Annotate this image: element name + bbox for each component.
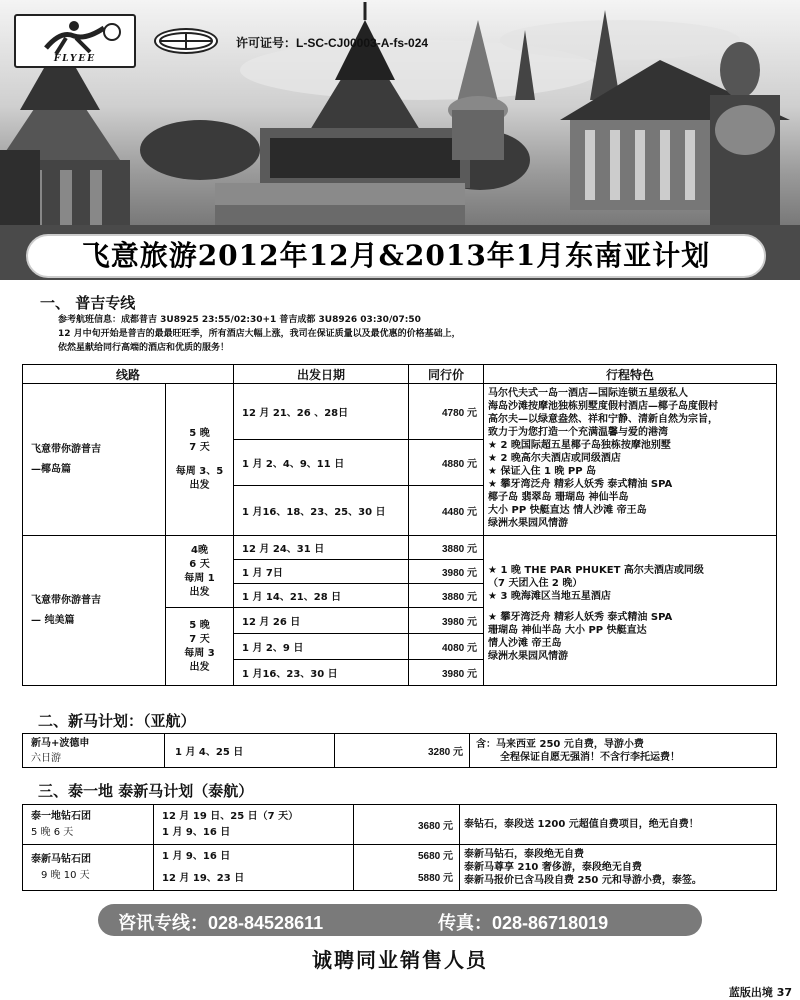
duration-cell: 4晚 6 天 每周 1 出发 [166,536,234,608]
column-header-route: 线路 [23,365,234,384]
departure-dates: 12 月 19 日、25 日（7 天） 1 月 9、16 日 [154,805,354,845]
hero-banner [0,0,800,280]
hotline: 咨讯专线：028-84528611 [118,913,324,933]
page-title: 飞意旅游2012年12月&2013年1月东南亚计划 [26,234,766,278]
price: 3980 元 [409,560,484,584]
route-thai-diamond: 泰一地钻石团 5 晚 6 天 [23,805,154,845]
table-row [23,536,777,560]
fax: 传真：028-86718019 [438,913,609,933]
departure-dates: 1 月 2、9 日 [234,634,409,660]
column-header-features: 行程特色 [484,365,777,384]
thai-sg-my-notes: 泰新马钻石，泰段绝无自费 泰新马尊享 210 奢侈游，泰段绝无自费 泰新马报价已含马段自费 250 元和导游小费，泰签。 [460,845,777,891]
section-2-notes: 含：马来西亚 250 元自费，导游小费 全程保证自愿无强消！不含行李托运费！ [470,734,777,768]
table-header-row [23,365,777,384]
route-coconut-island: 飞意带你游普吉 —椰岛篇 [23,384,166,536]
table-row [23,845,777,891]
company-logo [14,14,136,68]
section-1-title: 一、 普吉专线 [40,294,136,312]
flight-info: 参考航班信息：成都普吉 3U8925 23:55/02:30+1 普吉成都 3U8926 03:30/07:50 [58,315,421,325]
logo-text: FLYEE [53,54,97,64]
section-3-title: 三、泰一地 泰新马计划（泰航） [38,782,254,800]
features-coconut-island: 马尔代夫式一岛一酒店—国际连锁五星级私人 海岛沙滩按摩池独栋别墅度假村酒店—椰子岛度假村 高尔夫—以绿意盎然、祥和宁静、清新自然为宗旨， 致力于为您打造一个充满温馨与爱的港湾 ★ 2 晚国际超五星椰子岛独栋按摩池别墅 ★ 2 晚高尔夫酒店或同级酒店 ★ 保证入住 1 晚 PP 岛 ★ 攀牙湾泛舟 精彩人妖秀 泰式精油 SPA 椰子岛 翡翠岛 珊瑚岛 神仙半岛 大小 PP 快艇直达 情人沙滩 帝王岛 绿洲水果园风情游 [484,384,777,536]
duration-cell: 5 晚 7 天 每周 3、5 出发 [166,384,234,536]
price: 4480 元 [409,486,484,536]
departure-dates: 1 月 7日 [234,560,409,584]
departure-dates: 12 月 24、31 日 [234,536,409,560]
departure-dates: 1 月 2、4、9、11 日 [234,440,409,486]
thai-diamond-notes: 泰钻石，泰段送 1200 元超值自费项目，绝无自费！ [460,805,777,845]
price: 3880 元 [409,536,484,560]
price: 3880 元 [409,584,484,608]
departure-dates: 1 月 14、21、28 日 [234,584,409,608]
departure-dates: 1 月 4、25 日 [165,734,335,768]
section-1-desc-line-1: 12 月中旬开始是普吉的最最旺旺季，所有酒店大幅上涨，我司在保证质量以及最优惠的价格基础上， [58,329,461,339]
recruitment-notice: 诚聘同业销售人员 [312,948,488,972]
singapore-malaysia-table [22,733,777,768]
column-header-price: 同行价 [409,365,484,384]
table-row [23,734,777,768]
phuket-price-table [22,364,777,686]
license-number: 许可证号：L-SC-CJ00003-A-fs-024 [236,36,429,50]
running-figure-logo-icon [16,18,134,58]
table-row [23,805,777,845]
contact-bar [98,904,702,936]
section-2-title: 二、新马计划：（亚航） [38,712,196,730]
page-footer-tag: 蓝版出境 37 [728,986,792,999]
features-pure-beauty: ★ 1 晚 THE PAR PHUKET 高尔夫酒店或同级 （7 天团入住 2 晚） ★ 3 晚海滩区当地五星酒店 ★ 攀牙湾泛舟 精彩人妖秀 泰式精油 SPA 珊瑚岛 神仙半岛 大小 PP 快艇直达 情人沙滩 帝王岛 绿洲水果园风情游 [484,536,777,686]
route-pure-beauty: 飞意带你游普吉 — 纯美篇 [23,536,166,686]
price: 4880 元 [409,440,484,486]
price: 4780 元 [409,384,484,440]
thailand-table [22,804,777,891]
route-thai-sg-my-diamond: 泰新马钻石团 9 晚 10 天 [23,845,154,891]
price: 3980 元 [409,608,484,634]
column-header-dates: 出发日期 [234,365,409,384]
departure-dates: 12 月 21、26 、28日 [234,384,409,440]
departure-dates: 1 月16、23、30 日 [234,660,409,686]
price: 4080 元 [409,634,484,660]
table-row [23,384,777,440]
departure-dates: 1 月16、18、23、25、30 日 [234,486,409,536]
price: 3680 元 [354,805,460,845]
duration-cell: 5 晚 7 天 每周 3 出发 [166,608,234,686]
departure-dates: 12 月 26 日 [234,608,409,634]
price: 5680 元 5880 元 [354,845,460,891]
route-sg-my: 新马+波德申 六日游 [23,734,165,768]
price: 3280 元 [335,734,470,768]
price: 3980 元 [409,660,484,686]
section-1-desc-line-2: 依然星献给同行高端的酒店和优质的服务！ [58,343,230,353]
iata-logo-icon [154,28,218,54]
departure-dates: 1 月 9、16 日 12 月 19、23 日 [154,845,354,891]
